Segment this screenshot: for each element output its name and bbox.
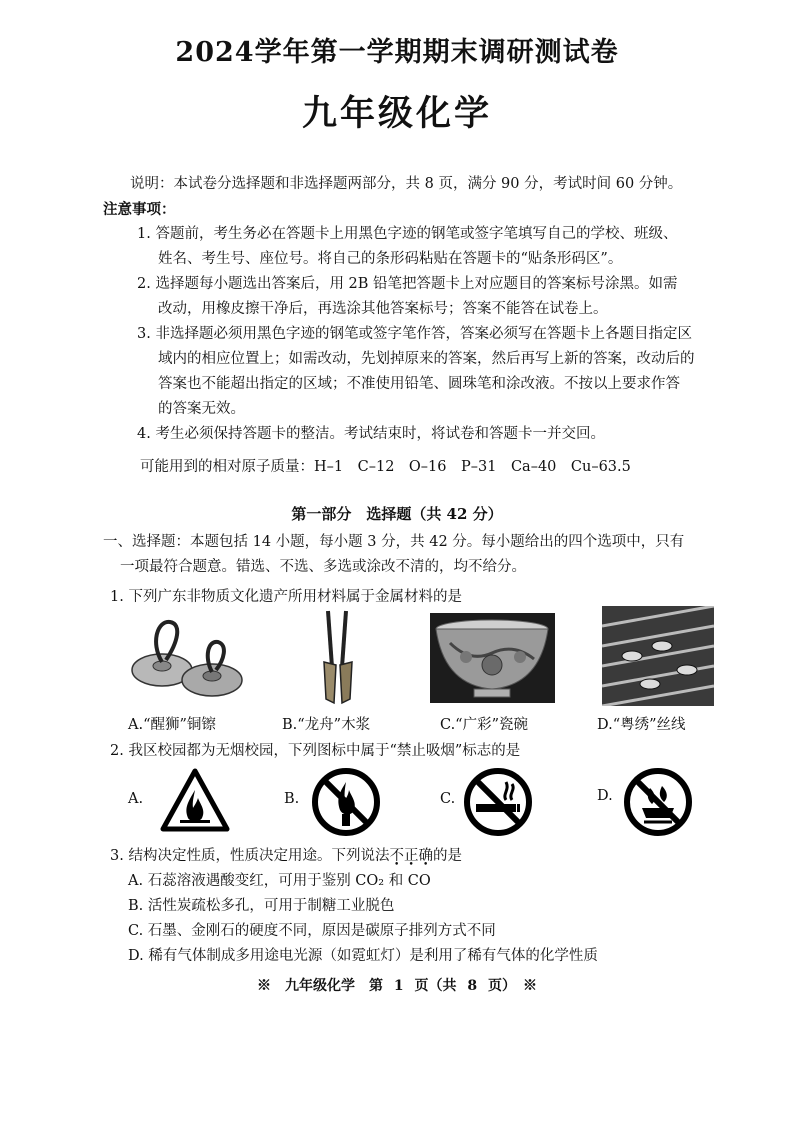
flammable-warning-icon bbox=[160, 768, 230, 832]
note-3-line-3: 答案也不能超出指定的区域；不准使用铅笔、圆珠笔和涂改液。不按以上要求作答 bbox=[158, 376, 680, 392]
atomic-masses: 可能用到的相对原子质量：H–1 C–12 O–16 P–31 Ca–40 Cu–63.5 bbox=[140, 459, 631, 475]
q3-option-c: C. 石墨、金刚石的硬度不同，原因是碳原子排列方式不同 bbox=[128, 923, 496, 939]
q2-label-c: C. bbox=[440, 791, 456, 807]
no-smoking-icon bbox=[462, 766, 534, 838]
porcelain-bowl-image bbox=[430, 613, 555, 703]
note-2-line-1: 2. 选择题每小题选出答案后，用 2B 铅笔把答题卡上对应题目的答案标号涂黑。如需 bbox=[137, 276, 678, 292]
note-3-line-2: 域内的相应位置上；如需改动，先划掉原来的答案，然后再写上新的答案，改动后的 bbox=[158, 351, 695, 367]
q3-stem-end: 的是 bbox=[432, 848, 462, 864]
note-1-line-1: 1. 答题前，考生务必在答题卡上用黑色字迹的钢笔或签字笔填写自己的学校、班级、 bbox=[137, 226, 678, 242]
q2-label-b: B. bbox=[284, 791, 300, 807]
exam-title: 2024学年第一学期期末调研测试卷 bbox=[175, 37, 619, 68]
exam-description: 说明：本试卷分选择题和非选择题两部分，共 8 页，满分 90 分，考试时间 60 分钟。 bbox=[130, 176, 683, 192]
note-1-line-2: 姓名、考生号、座位号。将自己的条形码粘贴在答题卡的“贴条形码区”。 bbox=[158, 251, 623, 267]
q1-option-a: A.“醒狮”铜镲 bbox=[128, 717, 216, 733]
part1-instructions-1: 一、选择题：本题包括 14 小题，每小题 3 分，共 42 分。每小题给出的四个选项中，只有 bbox=[103, 534, 685, 550]
note-2-line-2: 改动，用橡皮擦干净后，再选涂其他答案标号；答案不能答在试卷上。 bbox=[158, 301, 608, 317]
note-3-line-1: 3. 非选择题必须用黑色字迹的钢笔或签字笔作答，答案必须写在答题卡上各题目指定区 bbox=[137, 326, 692, 342]
note-4-line-1: 4. 考生必须保持答题卡的整洁。考试结束时，将试卷和答题卡一并交回。 bbox=[137, 426, 605, 442]
cymbals-image bbox=[130, 612, 245, 707]
no-burning-material-icon bbox=[622, 766, 694, 838]
note-3-line-4: 的答案无效。 bbox=[158, 401, 245, 417]
q2-label-d: D. bbox=[597, 788, 613, 804]
part1-title: 第一部分 选择题（共 42 分） bbox=[291, 505, 503, 523]
q3-stem-start: 3. 结构决定性质，性质决定用途。下列说法 bbox=[110, 848, 390, 864]
q3-emphasis-char-3: 确 bbox=[418, 848, 433, 864]
q3-option-a: A. 石蕊溶液遇酸变红，可用于鉴别 CO₂ 和 CO bbox=[128, 873, 431, 889]
notes-heading: 注意事项： bbox=[103, 201, 176, 218]
no-open-flame-icon bbox=[310, 766, 382, 838]
subject-title: 九年级化学 bbox=[301, 93, 492, 134]
page-footer: ※ 九年级化学 第 1 页（共 8 页） ※ bbox=[257, 978, 537, 994]
q1-stem: 1. 下列广东非物质文化遗产所用材料属于金属材料的是 bbox=[110, 589, 462, 605]
q3-emphasis-char-2: 正 bbox=[403, 848, 419, 864]
q2-stem: 2. 我区校园都为无烟校园，下列图标中属于“禁止吸烟”标志的是 bbox=[110, 743, 521, 759]
q2-label-a: A. bbox=[128, 791, 144, 807]
q1-option-c: C.“广彩”瓷碗 bbox=[440, 717, 529, 733]
q3-option-b: B. 活性炭疏松多孔，可用于制糖工业脱色 bbox=[128, 898, 395, 914]
part1-instructions-2: 一项最符合题意。错选、不选、多选或涂改不清的，均不给分。 bbox=[120, 559, 526, 575]
q1-option-d: D.“粤绣”丝线 bbox=[597, 717, 686, 733]
oar-image bbox=[310, 607, 365, 707]
q3-option-d: D. 稀有气体制成多用途电光源（如霓虹灯）是利用了稀有气体的化学性质 bbox=[128, 948, 598, 964]
q3-emphasis-char-1: 不 bbox=[389, 848, 404, 864]
silk-thread-image bbox=[602, 606, 714, 706]
q3-stem bbox=[110, 844, 462, 865]
q1-option-b: B.“龙舟”木浆 bbox=[282, 717, 371, 733]
